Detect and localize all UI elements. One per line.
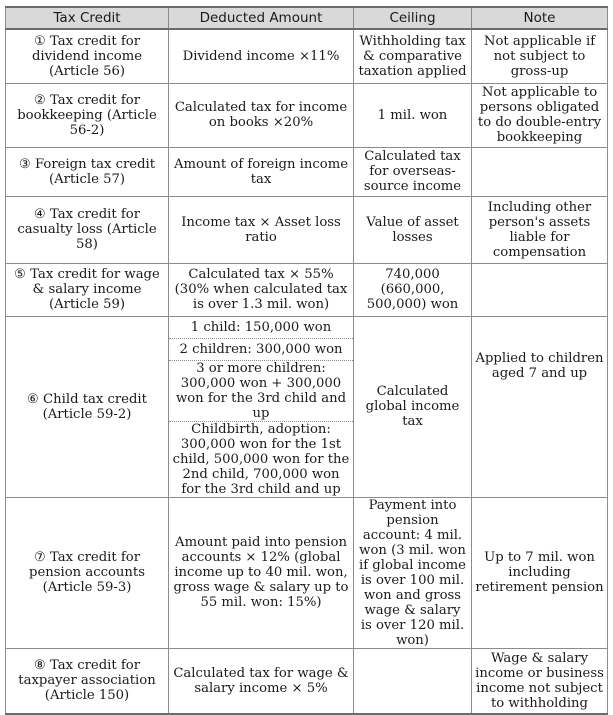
table-row	[6, 648, 608, 714]
cell-ceiling: 1 mil. won	[354, 83, 472, 147]
cell-amount: Income tax × Asset loss ratio	[169, 196, 354, 263]
table-row	[6, 83, 608, 147]
header-ceiling: Ceiling	[354, 7, 472, 29]
cell-credit: ⑦ Tax credit for pension accounts (Article 59-3)	[6, 497, 169, 648]
cell-amount: Amount paid into pension accounts × 12% (global income up to 40 mil. won, gross wage & salary up to 55 mil. won: 15%)	[169, 497, 354, 648]
cell-note	[472, 147, 608, 196]
tax-credit-table	[5, 6, 608, 715]
cell-ceiling: 740,000 (660,000, 500,000) won	[354, 263, 472, 316]
cell-ceiling: Calculated tax for overseas-source income	[354, 147, 472, 196]
cell-note: Applied to children aged 7 and up	[472, 316, 608, 497]
cell-credit: ④ Tax credit for casualty loss (Article 58)	[6, 196, 169, 263]
cell-credit: ⑤ Tax credit for wage & salary income (Article 59)	[6, 263, 169, 316]
cell-credit: ③ Foreign tax credit (Article 57)	[6, 147, 169, 196]
cell-amount-sub: Childbirth, adoption: 300,000 won for the 1st child, 500,000 won for the 2nd child, 700,000 won for the 3rd child and up	[169, 421, 354, 497]
table-row	[6, 497, 608, 648]
cell-amount: Dividend income ×11%	[169, 29, 354, 83]
cell-note: Not applicable if not subject to gross-up	[472, 29, 608, 83]
cell-ceiling: Value of asset losses	[354, 196, 472, 263]
header-tax-credit: Tax Credit	[6, 7, 169, 29]
cell-note: Up to 7 mil. won including retirement pension	[472, 497, 608, 648]
table-row	[6, 196, 608, 263]
cell-ceiling: Calculated global income tax	[354, 316, 472, 497]
header-row	[6, 7, 608, 29]
cell-amount-sub: 3 or more children: 300,000 won + 300,000 won for the 3rd child and up	[169, 360, 354, 421]
header-note: Note	[472, 7, 608, 29]
cell-amount: Amount of foreign income tax	[169, 147, 354, 196]
cell-credit: ⑧ Tax credit for taxpayer association (Article 150)	[6, 648, 169, 714]
cell-credit: ② Tax credit for bookkeeping (Article 56-2)	[6, 83, 169, 147]
table-row	[6, 29, 608, 83]
cell-amount: Calculated tax × 55% (30% when calculated tax is over 1.3 mil. won)	[169, 263, 354, 316]
cell-amount: Calculated tax for wage & salary income × 5%	[169, 648, 354, 714]
cell-ceiling: Payment into pension account: 4 mil. won (3 mil. won if global income is over 100 mil. won and gross wage & salary is over 120 mil. won)	[354, 497, 472, 648]
cell-amount: Calculated tax for income on books ×20%	[169, 83, 354, 147]
cell-credit: ① Tax credit for dividend income (Article 56)	[6, 29, 169, 83]
header-deducted-amount: Deducted Amount	[169, 7, 354, 29]
cell-amount-sub: 2 children: 300,000 won	[169, 338, 354, 360]
cell-ceiling	[354, 648, 472, 714]
cell-note: Including other person's assets liable for compensation	[472, 196, 608, 263]
cell-amount-sub: 1 child: 150,000 won	[169, 316, 354, 338]
cell-credit: ⑥ Child tax credit (Article 59-2)	[6, 316, 169, 497]
table-row	[6, 316, 608, 338]
cell-ceiling: Withholding tax & comparative taxation applied	[354, 29, 472, 83]
cell-note	[472, 263, 608, 316]
cell-note: Not applicable to persons obligated to do double-entry bookkeeping	[472, 83, 608, 147]
cell-note: Wage & salary income or business income not subject to withholding	[472, 648, 608, 714]
table-row	[6, 147, 608, 196]
table-row	[6, 263, 608, 316]
